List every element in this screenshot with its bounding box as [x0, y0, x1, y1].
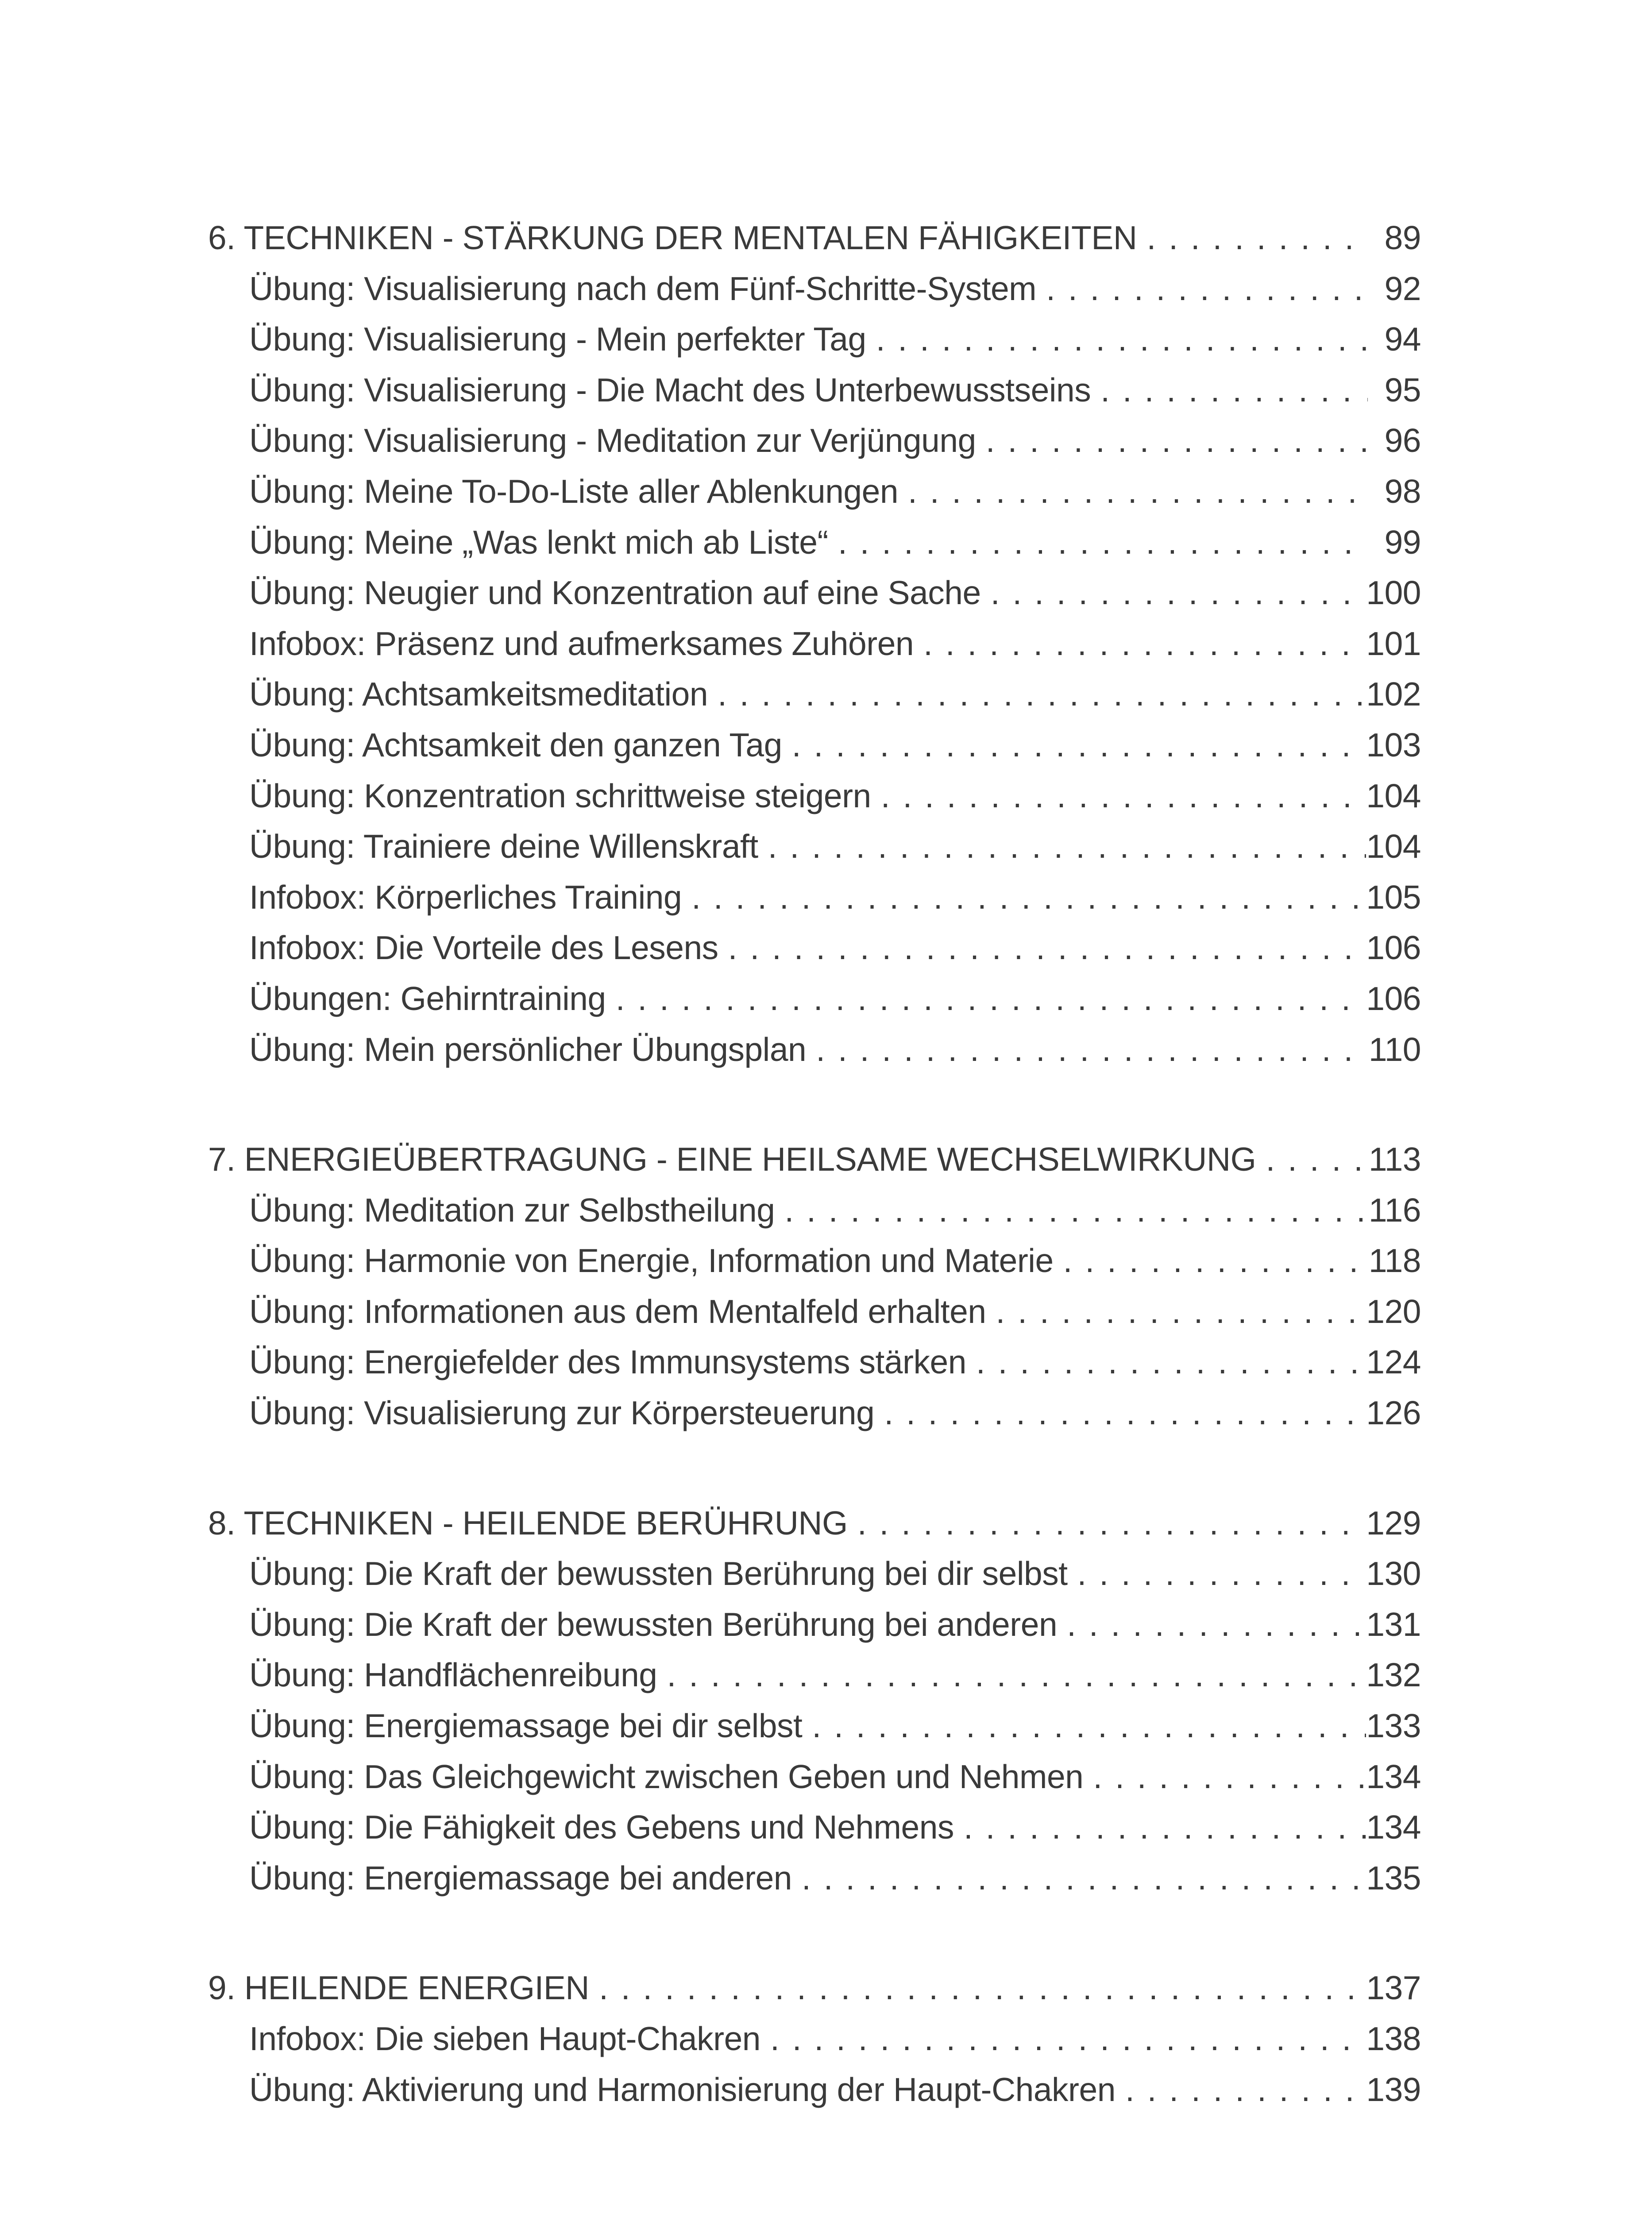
dot-leader — [966, 1337, 1366, 1388]
toc-entry-title: Übung: Achtsamkeit den ganzen Tag — [249, 726, 782, 763]
dot-leader — [606, 973, 1366, 1024]
toc-entry-title: Übung: Informationen aus dem Mentalfeld erhalten — [249, 1292, 986, 1330]
toc-entry-title: Infobox: Präsenz und aufmerksames Zuhören — [249, 625, 914, 662]
page-number: 98 — [1384, 472, 1421, 510]
toc-entry-title: Übung: Meine To-Do-Liste aller Ablenkungen — [249, 472, 899, 510]
toc-entry-title: Übung: Die Kraft der bewussten Berührung bei anderen — [249, 1605, 1058, 1643]
toc-entry — [208, 1235, 1421, 1286]
chapter-heading-title: 8. TECHNIKEN - HEILENDE BERÜHRUNG — [208, 1504, 848, 1542]
toc-entry — [208, 1751, 1421, 1802]
dot-leader — [828, 517, 1368, 568]
toc-section — [208, 1962, 1421, 2115]
toc-entry — [208, 618, 1421, 669]
toc-entry — [208, 1286, 1421, 1337]
page-number: 118 — [1368, 1242, 1421, 1280]
toc-entry-title: Übung: Energiefelder des Immunsystems stärken — [249, 1343, 966, 1381]
dot-leader — [682, 872, 1366, 923]
page-number: 110 — [1368, 1030, 1421, 1068]
toc-entry — [208, 669, 1421, 720]
dot-leader — [589, 1962, 1366, 2013]
table-of-contents — [208, 212, 1421, 2174]
dot-leader — [775, 1185, 1368, 1236]
chapter-heading — [208, 1962, 1421, 2013]
dot-leader — [914, 618, 1366, 669]
toc-entry-title: Übung: Die Kraft der bewussten Berührung bei dir selbst — [249, 1555, 1068, 1592]
dot-leader — [866, 314, 1368, 365]
toc-entry — [208, 314, 1421, 365]
toc-entry — [208, 872, 1421, 923]
page-number: 138 — [1366, 2020, 1421, 2057]
toc-entry-title: Übungen: Gehirntraining — [249, 979, 606, 1017]
page-number: 94 — [1384, 320, 1421, 358]
page-number: 133 — [1366, 1707, 1421, 1745]
page-number: 106 — [1366, 929, 1421, 967]
page-number: 126 — [1366, 1394, 1421, 1432]
toc-entry-title: Übung: Mein persönlicher Übungsplan — [249, 1030, 807, 1068]
toc-entry — [208, 567, 1421, 618]
dot-leader — [708, 669, 1366, 720]
toc-entry — [208, 2064, 1421, 2115]
toc-entry-title: Übung: Energiemassage bei anderen — [249, 1859, 792, 1897]
toc-entry — [208, 821, 1421, 872]
toc-entry-title: Übung: Neugier und Konzentration auf eine Sache — [249, 574, 981, 612]
toc-entry — [208, 1548, 1421, 1599]
chapter-heading — [208, 212, 1421, 263]
dot-leader — [802, 1700, 1366, 1751]
toc-entry — [208, 2013, 1421, 2064]
page-number: 120 — [1366, 1292, 1421, 1330]
dot-leader — [848, 1498, 1366, 1549]
dot-leader — [954, 1802, 1366, 1853]
toc-entry-title: Übung: Aktivierung und Harmonisierung der Haupt-Chakren — [249, 2070, 1115, 2108]
dot-leader — [871, 771, 1366, 821]
toc-entry — [208, 517, 1421, 568]
toc-entry — [208, 263, 1421, 314]
toc-entry — [208, 1802, 1421, 1853]
dot-leader — [782, 720, 1366, 771]
page-number: 113 — [1368, 1141, 1421, 1178]
toc-entry — [208, 922, 1421, 973]
dot-leader — [981, 567, 1366, 618]
toc-section — [208, 212, 1421, 1075]
dot-leader — [1054, 1235, 1368, 1286]
toc-entry — [208, 466, 1421, 517]
toc-entry — [208, 365, 1421, 416]
dot-leader — [898, 466, 1368, 517]
toc-entry — [208, 1024, 1421, 1075]
toc-entry-title: Übung: Meditation zur Selbstheilung — [249, 1191, 775, 1229]
toc-section — [208, 1498, 1421, 1904]
toc-entry — [208, 1853, 1421, 1904]
page-number: 96 — [1384, 422, 1421, 459]
dot-leader — [1036, 263, 1368, 314]
chapter-heading-title: 9. HEILENDE ENERGIEN — [208, 1969, 590, 2007]
toc-entry — [208, 720, 1421, 771]
dot-leader — [986, 1286, 1366, 1337]
chapter-heading — [208, 1498, 1421, 1549]
toc-entry-title: Übung: Handflächenreibung — [249, 1656, 657, 1694]
page-number: 99 — [1384, 523, 1421, 561]
page-number: 130 — [1366, 1555, 1421, 1592]
page-number: 134 — [1366, 1808, 1421, 1846]
dot-leader — [1137, 212, 1368, 263]
toc-entry — [208, 973, 1421, 1024]
page-number: 116 — [1368, 1191, 1421, 1229]
toc-entry-title: Übung: Visualisierung - Meditation zur Verjüngung — [249, 422, 976, 459]
page-number: 102 — [1366, 675, 1421, 713]
toc-entry-title: Übung: Trainiere deine Willenskraft — [249, 828, 758, 865]
page-number: 106 — [1366, 979, 1421, 1017]
toc-entry — [208, 415, 1421, 466]
dot-leader — [874, 1388, 1366, 1438]
toc-entry — [208, 1388, 1421, 1438]
page-number: 100 — [1366, 574, 1421, 612]
chapter-heading-title: 7. ENERGIEÜBERTRAGUNG - EINE HEILSAME WECHSELWIRKUNG — [208, 1141, 1256, 1178]
page-number: 129 — [1366, 1504, 1421, 1542]
toc-entry — [208, 1337, 1421, 1388]
chapter-heading-title: 6. TECHNIKEN - STÄRKUNG DER MENTALEN FÄHIGKEITEN — [208, 219, 1137, 256]
toc-entry-title: Infobox: Körperliches Training — [249, 878, 682, 916]
toc-entry-title: Übung: Visualisierung - Die Macht des Unterbewusstseins — [249, 371, 1091, 409]
chapter-heading — [208, 1134, 1421, 1185]
dot-leader — [806, 1024, 1368, 1075]
toc-section — [208, 1134, 1421, 1438]
dot-leader — [1091, 365, 1368, 416]
dot-leader — [792, 1853, 1366, 1904]
toc-entry-title: Übung: Visualisierung zur Körpersteuerung — [249, 1394, 875, 1432]
page-number: 101 — [1366, 625, 1421, 662]
page-number: 135 — [1366, 1859, 1421, 1897]
toc-entry — [208, 1650, 1421, 1700]
page-number: 103 — [1366, 726, 1421, 763]
toc-entry-title: Übung: Visualisierung - Mein perfekter Tag — [249, 320, 866, 358]
dot-leader — [976, 415, 1368, 466]
page-number: 134 — [1366, 1758, 1421, 1795]
page-number: 124 — [1366, 1343, 1421, 1381]
toc-entry-title: Übung: Das Gleichgewicht zwischen Geben und Nehmen — [249, 1758, 1084, 1795]
toc-entry-title: Übung: Die Fähigkeit des Gebens und Nehmens — [249, 1808, 954, 1846]
toc-entry-title: Übung: Harmonie von Energie, Information und Materie — [249, 1242, 1054, 1280]
dot-leader — [1083, 1751, 1366, 1802]
page-number: 89 — [1384, 219, 1421, 256]
page-number: 131 — [1366, 1605, 1421, 1643]
page-number: 137 — [1366, 1969, 1421, 2007]
toc-entry — [208, 771, 1421, 821]
dot-leader — [758, 821, 1366, 872]
page-number: 105 — [1366, 878, 1421, 916]
page-number: 132 — [1366, 1656, 1421, 1694]
dot-leader — [1068, 1548, 1366, 1599]
page-number: 92 — [1384, 270, 1421, 307]
toc-entry — [208, 1185, 1421, 1236]
toc-entry — [208, 1599, 1421, 1650]
toc-entry — [208, 1700, 1421, 1751]
dot-leader — [657, 1650, 1366, 1700]
toc-entry-title: Übung: Energiemassage bei dir selbst — [249, 1707, 803, 1745]
toc-entry-title: Infobox: Die sieben Haupt-Chakren — [249, 2020, 761, 2057]
page-number: 95 — [1384, 371, 1421, 409]
dot-leader — [1256, 1134, 1368, 1185]
dot-leader — [1057, 1599, 1366, 1650]
toc-entry-title: Übung: Meine „Was lenkt mich ab Liste“ — [249, 523, 828, 561]
dot-leader — [1115, 2064, 1366, 2115]
dot-leader — [760, 2013, 1366, 2064]
toc-entry-title: Übung: Visualisierung nach dem Fünf-Schritte-System — [249, 270, 1037, 307]
page-number: 104 — [1366, 828, 1421, 865]
dot-leader — [718, 922, 1366, 973]
toc-entry-title: Übung: Achtsamkeitsmeditation — [249, 675, 708, 713]
toc-entry-title: Übung: Konzentration schrittweise steigern — [249, 777, 871, 814]
toc-entry-title: Infobox: Die Vorteile des Lesens — [249, 929, 718, 967]
page-number: 104 — [1366, 777, 1421, 814]
page-number: 139 — [1366, 2070, 1421, 2108]
